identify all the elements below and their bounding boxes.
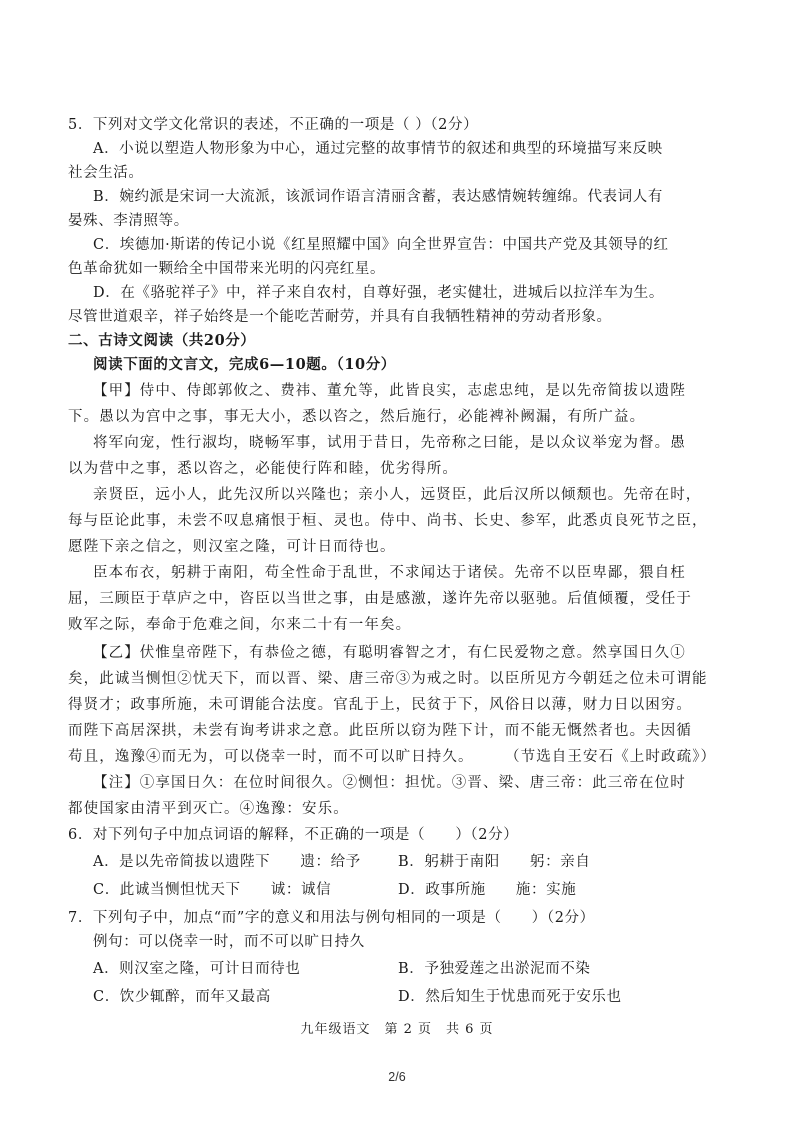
page-footer: 九年级语文 第 2 页 共 6 页 <box>300 1022 494 1037</box>
passage-jia-line: 每与臣论此事，未尝不叹息痛恨于桓、灵也。侍中、尚书、长史、参军，此悉贞良死节之臣， <box>68 513 708 529</box>
passage-jia-line: 亲贤臣，远小人，此先汉所以兴隆也；亲小人，远贤臣，此后汉所以倾颓也。先帝在时， <box>93 487 702 503</box>
q7-option-b: B．予独爱莲之出淤泥而不染 <box>398 961 591 977</box>
section-heading: 二、古诗文阅读（共20分） <box>68 332 256 349</box>
reading-instruction: 阅读下面的文言文，完成6—10题。（10分） <box>93 356 396 373</box>
q7-option-a: A．则汉室之隆，可计日而待也 <box>93 961 301 977</box>
q5-option-b-cont: 晏殊、李清照等。 <box>68 213 189 229</box>
q7-stem: 7．下列句子中，加点“而”字的意义和用法与例句相同的一项是（ ）（2分） <box>68 910 595 926</box>
q6-option-d: D．政事所施 施：实施 <box>398 882 577 898</box>
q5-stem: 5．下列对文学文化常识的表述，不正确的一项是（ ）（2分） <box>68 117 479 133</box>
passage-jia-line: 败军之际，奉命于危难之间，尔来二十有一年矣。 <box>68 617 412 633</box>
passage-yi-line: 苟且，逸豫④而无为，可以侥幸一时，而不可以旷日持久。 <box>68 749 474 765</box>
passage-source: （节选自王安石《上时政疏》） <box>505 749 717 765</box>
annotation-note-cont: 都使国家由清平到灭亡。④逸豫：安乐。 <box>68 801 349 817</box>
passage-jia-line: 愿陛下亲之信之，则汉室之隆，可计日而待也。 <box>68 539 396 555</box>
q6-option-a: A．是以先帝简拔以遗陛下 遗：给予 <box>93 854 361 870</box>
q6-stem: 6．对下列句子中加点词语的解释，不正确的一项是（ ）（2分） <box>68 827 519 843</box>
page-indicator: 2/6 <box>388 1070 406 1084</box>
q5-option-d: D．在《骆驼祥子》中，祥子来自农村，自尊好强，老实健壮，进城后以拉洋车为生。 <box>93 285 664 301</box>
passage-yi-line: 而陛下高居深拱，未尝有询考讲求之意。此臣所以窃为陛下计，而不能无慨然者也。夫因循 <box>68 723 692 739</box>
passage-jia-line: 以为营中之事，悉以咨之，必能使行阵和睦，优劣得所。 <box>68 461 458 477</box>
q7-option-c: C．饮少辄醉，而年又最高 <box>93 989 271 1005</box>
q5-option-a-cont: 社会生活。 <box>68 165 144 181</box>
q5-option-c: C．埃德加·斯诺的传记小说《红星照耀中国》向全世界宣告：中国共产党及其领导的红 <box>93 237 669 253</box>
passage-jia-line: 臣本布衣，躬耕于南阳，苟全性命于乱世，不求闻达于诸侯。先帝不以臣卑鄙，猥自枉 <box>93 565 686 581</box>
q6-option-c: C．此诚当恻怛忧天下 诚：诚信 <box>93 882 332 898</box>
q5-option-d-cont: 尽管世道艰辛，祥子始终是一个能吃苦耐劳，并具有自我牺牲精神的劳动者形象。 <box>68 309 612 325</box>
q7-example: 例句：可以侥幸一时，而不可以旷日持久 <box>93 934 365 950</box>
passage-jia-line: 屈，三顾臣于草庐之中，咨臣以当世之事，由是感激，遂许先帝以驱驰。后值倾覆，受任于 <box>68 591 692 607</box>
passage-jia-line: 将军向宠，性行淑均，晓畅军事，试用于昔日，先帝称之曰能，是以众议举宠为督。愚 <box>93 435 686 451</box>
passage-jia-line: 【甲】侍中、侍郎郭攸之、费祎、董允等，此皆良实，志虑忠纯，是以先帝简拔以遗陛 <box>93 383 686 399</box>
passage-yi-line: 矣，此诚当恻怛②忧天下，而以晋、梁、唐三帝③为戒之时。以臣所见方今朝廷之位未可谓能 <box>68 671 708 687</box>
q5-option-c-cont: 色革命犹如一颗给全中国带来光明的闪亮红星。 <box>68 261 386 277</box>
q7-option-d: D．然后知生于忧患而死于安乐也 <box>398 989 622 1005</box>
q6-option-b: B．躬耕于南阳 躬：亲自 <box>398 854 591 870</box>
passage-yi-line: 【乙】伏惟皇帝陛下，有恭俭之德，有聪明睿智之才，有仁民爱物之意。然享国日久① <box>93 645 686 661</box>
passage-yi-line: 得贤才；政事所施，未可谓能合法度。官乱于上，民贫于下，风俗日以薄，财力日以困穷。 <box>68 697 692 713</box>
q5-option-b: B．婉约派是宋词一大流派，该派词作语言清丽含蓄，表达感情婉转缠绵。代表词人有 <box>93 189 663 205</box>
passage-jia-line: 下。愚以为宫中之事，事无大小，悉以咨之，然后施行，必能裨补阙漏，有所广益。 <box>68 409 646 425</box>
q5-option-a: A．小说以塑造人物形象为中心，通过完整的故事情节的叙述和典型的环境描写来反映 <box>93 141 663 157</box>
annotation-note: 【注】①享国日久：在位时间很久。②恻怛：担忧。③晋、梁、唐三帝：此三帝在位时 <box>93 775 686 791</box>
